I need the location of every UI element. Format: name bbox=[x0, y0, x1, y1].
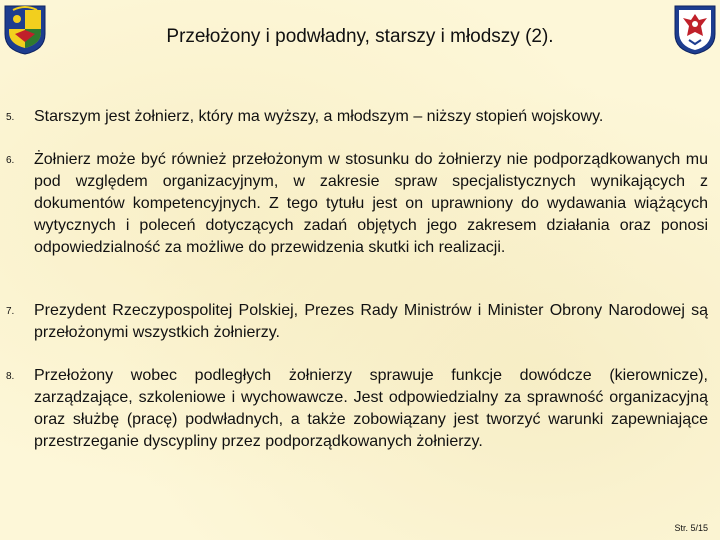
item-text: Prezydent Rzeczypospolitej Polskiej, Prezes Rady Ministrów i Minister Obrony Narodowej są przełożonymi wszystkich żołnierzy. bbox=[34, 302, 708, 341]
item-number: 5. bbox=[6, 112, 15, 123]
item-text: Żołnierz może być również przełożonym w stosunku do żołnierzy nie podporządkowanych mu pod względem organizacyjnym, w zakresie spraw specjalistycznych wynikających z dokumentów kompetencyjnych. Z tego tytułu jest on uprawniony do wydawania wiążących wytycznych i poleceń dotyczących zadań objętych jego zakresem działania oraz ponosi odpowiedzialność za możliwe do przewidzenia skutki ich realizacji. bbox=[34, 151, 708, 256]
item-text: Przełożony wobec podległych żołnierzy sprawuje funkcje dowódcze (kierownicze), zarządzające, szkoleniowe i wychowawcze. Jest odpowiedzialny za sprawność organizacyjną oraz służbę (pracę) podwładnych, a także zobowiązany jest tworzyć warunki zapewniające przestrzeganie dyscypliny przez podporządkowanych żołnierzy. bbox=[34, 367, 708, 450]
item-number: 8. bbox=[6, 371, 15, 382]
right-eagle-emblem-icon bbox=[673, 4, 717, 56]
item-number: 6. bbox=[6, 155, 15, 166]
item-text: Starszym jest żołnierz, który ma wyższy, a młodszym – niższy stopień wojskowy. bbox=[34, 108, 604, 125]
page-title: Przełożony i podwładny, starszy i młodszy (2). bbox=[166, 26, 554, 47]
left-coat-of-arms-icon bbox=[3, 4, 47, 56]
item-number: 7. bbox=[6, 306, 15, 317]
page-number: Str. 5/15 bbox=[674, 523, 708, 533]
